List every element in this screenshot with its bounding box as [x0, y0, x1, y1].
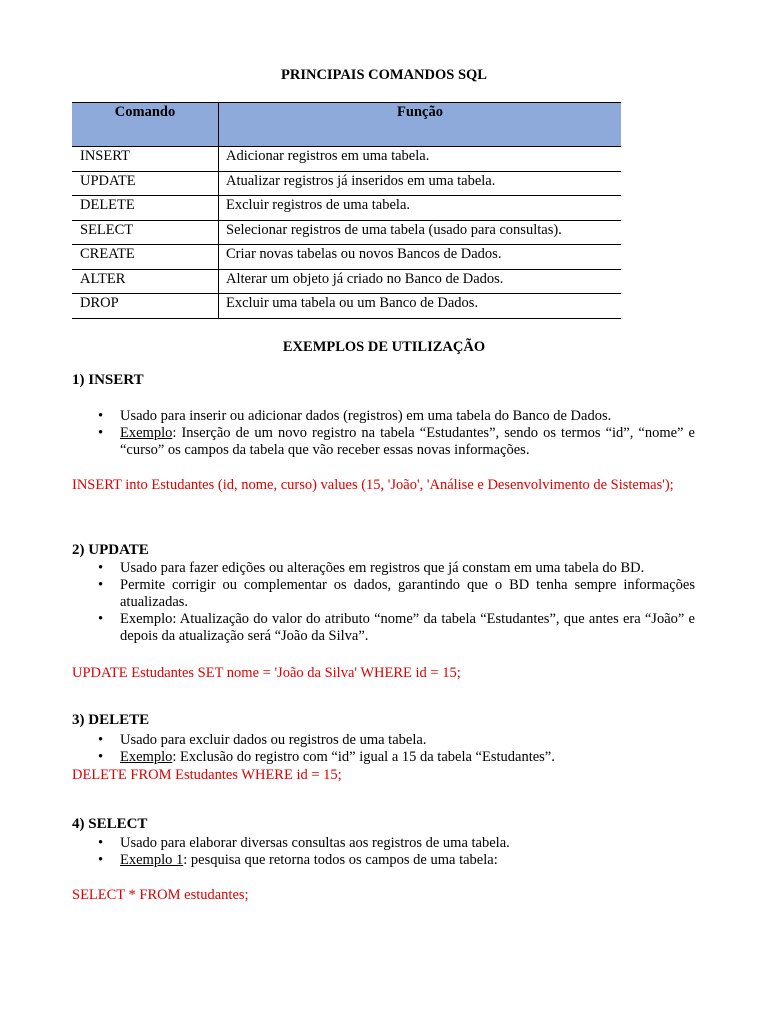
table-row	[72, 196, 621, 221]
table-row	[72, 147, 621, 172]
example-label: Exemplo	[120, 425, 173, 441]
bullet-text: Usado para inserir ou adicionar dados (registros) em uma tabela do Banco de Dados.	[120, 408, 612, 424]
command-cell: ALTER	[72, 269, 219, 294]
command-cell: CREATE	[72, 245, 219, 270]
section-heading-select: 4) SELECT	[72, 816, 148, 832]
sql-code-delete: DELETE FROM Estudantes WHERE id = 15;	[72, 767, 342, 783]
function-cell: Excluir registros de uma tabela.	[219, 196, 622, 221]
command-cell: INSERT	[72, 147, 219, 172]
function-cell: Criar novas tabelas ou novos Bancos de Dados.	[219, 245, 622, 270]
column-header-function: Função	[219, 103, 622, 147]
list-item	[72, 852, 695, 869]
function-cell: Adicionar registros em uma tabela.	[219, 147, 622, 172]
list-item	[72, 749, 695, 766]
table-row	[72, 171, 621, 196]
function-cell: Excluir uma tabela ou um Banco de Dados.	[219, 294, 622, 319]
bullet-text: Permite corrigir ou complementar os dados, garantindo que o BD tenha sempre informações atualizadas.	[120, 577, 695, 610]
table-row	[72, 269, 621, 294]
select-bullet-list	[72, 835, 695, 869]
bullet-text: : pesquisa que retorna todos os campos de uma tabela:	[183, 852, 498, 868]
example-label: Exemplo 1	[120, 852, 184, 868]
section-heading-insert: 1) INSERT	[72, 372, 144, 388]
bullet-text: : Inserção de um novo registro na tabela “Estudantes”, sendo os termos “id”, “nome” e “curso” os campos da tabela que vão receber essas novas informações.	[120, 425, 695, 458]
command-cell: DROP	[72, 294, 219, 319]
list-item	[72, 611, 695, 645]
update-bullet-list	[72, 560, 695, 645]
bullet-text: Exemplo: Atualização do valor do atributo “nome” da tabela “Estudantes”, que antes era “João” e depois da atualização será “João da Silva”.	[120, 611, 695, 644]
bullet-text: Usado para fazer edições ou alterações em registros que já constam em uma tabela do BD.	[120, 560, 645, 576]
list-item	[72, 408, 695, 425]
list-item	[72, 732, 695, 749]
examples-title: EXEMPLOS DE UTILIZAÇÃO	[282, 339, 486, 355]
delete-bullet-list	[72, 732, 695, 766]
list-item	[72, 425, 695, 459]
column-header-command: Comando	[72, 103, 219, 147]
sql-code-select: SELECT * FROM estudantes;	[72, 887, 249, 903]
bullet-text: Usado para excluir dados ou registros de uma tabela.	[120, 732, 427, 748]
table-row	[72, 294, 621, 319]
section-heading-update: 2) UPDATE	[72, 542, 149, 558]
function-cell: Alterar um objeto já criado no Banco de Dados.	[219, 269, 622, 294]
bullet-text: : Exclusão do registro com “id” igual a 15 da tabela “Estudantes”.	[172, 749, 555, 765]
sql-code-update: UPDATE Estudantes SET nome = 'João da Silva' WHERE id = 15;	[72, 665, 461, 681]
list-item	[72, 577, 695, 611]
table-row	[72, 245, 621, 270]
list-item	[72, 560, 695, 577]
sql-code-insert: INSERT into Estudantes (id, nome, curso) values (15, 'João', 'Análise e Desenvolvimento de Sistemas');	[72, 477, 674, 493]
bullet-text: Usado para elaborar diversas consultas aos registros de uma tabela.	[120, 835, 510, 851]
sql-commands-table	[72, 102, 621, 319]
list-item	[72, 835, 695, 852]
example-label: Exemplo	[120, 749, 173, 765]
function-cell: Atualizar registros já inseridos em uma tabela.	[219, 171, 622, 196]
command-cell: UPDATE	[72, 171, 219, 196]
table-row	[72, 220, 621, 245]
page-title: PRINCIPAIS COMANDOS SQL	[281, 67, 487, 83]
section-heading-delete: 3) DELETE	[72, 712, 150, 728]
command-cell: SELECT	[72, 220, 219, 245]
function-cell: Selecionar registros de uma tabela (usado para consultas).	[219, 220, 622, 245]
command-cell: DELETE	[72, 196, 219, 221]
insert-bullet-list	[72, 408, 695, 459]
table-header-row	[72, 103, 621, 147]
